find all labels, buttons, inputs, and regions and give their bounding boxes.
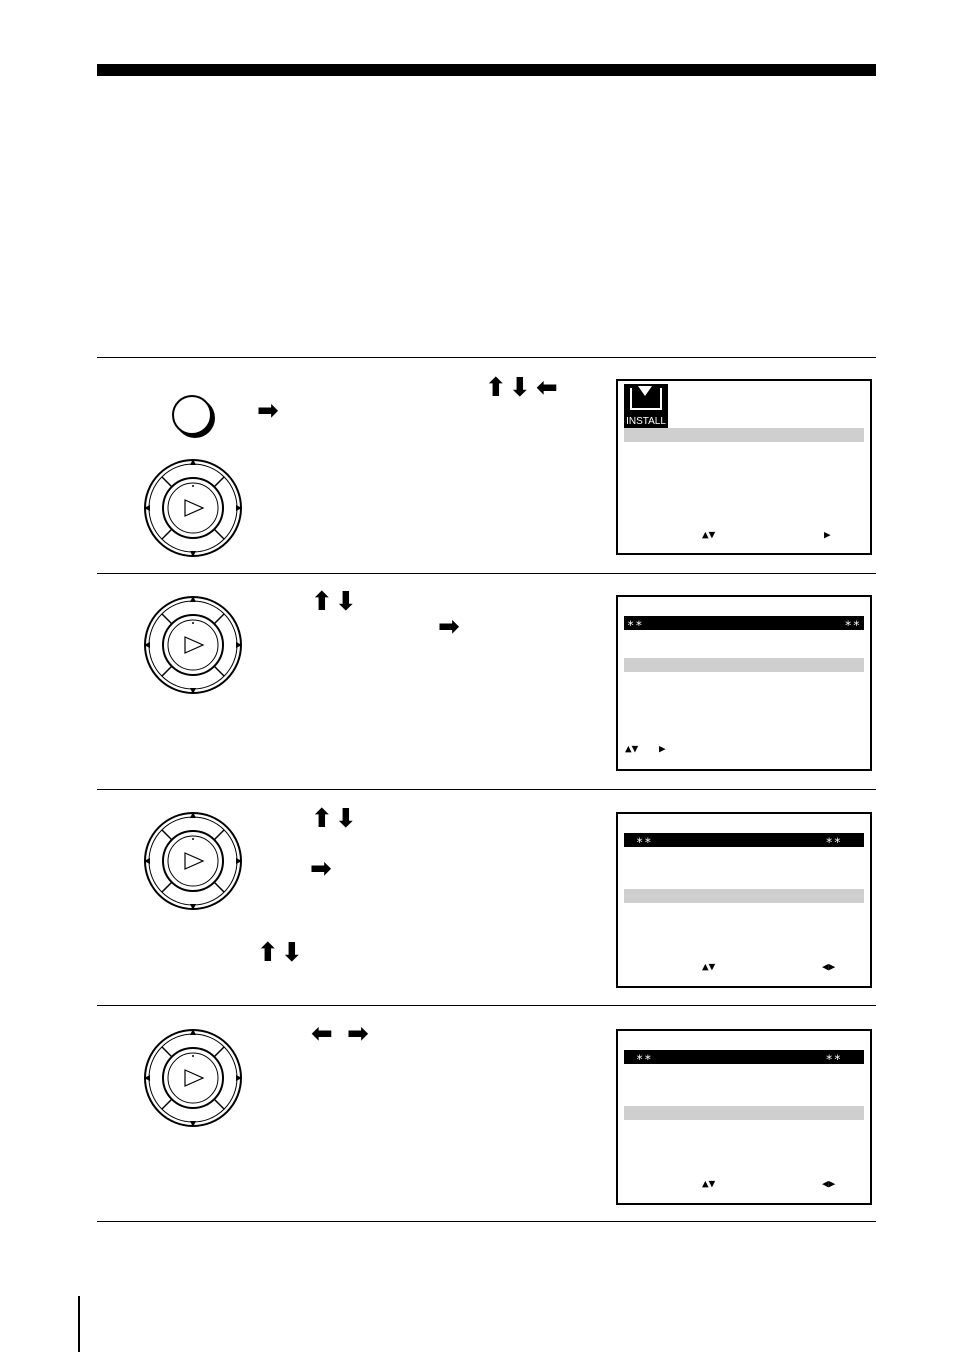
menu-selection-bar <box>624 1106 864 1120</box>
menu-selection-bar <box>624 658 864 672</box>
right-hint-icon: ▶ <box>824 528 831 541</box>
right-arrow-icon: ➡ <box>347 1019 369 1049</box>
right-arrow-icon: ➡ <box>257 396 279 426</box>
margin-marker <box>78 1296 80 1352</box>
down-arrow-icon: ⬇ <box>335 587 357 617</box>
tv-screen-install-menu <box>616 379 872 555</box>
header-bar <box>97 64 876 76</box>
menu-selection-bar <box>624 889 864 903</box>
left-arrow-icon: ⬅ <box>311 1019 333 1049</box>
title-bar: ∗∗ ∗∗ <box>624 833 864 847</box>
updown-hint-icon: ▲▼ <box>702 528 716 541</box>
updown-hint-icon: ▲▼ <box>625 742 639 755</box>
up-arrow-icon: ⬆ <box>311 587 333 617</box>
up-arrow-icon: ⬆ <box>311 804 333 834</box>
down-arrow-icon: ⬇ <box>281 938 303 968</box>
left-arrow-icon: ⬅ <box>536 373 558 403</box>
up-arrow-icon: ⬆ <box>485 373 507 403</box>
up-arrow-icon: ⬆ <box>257 938 279 968</box>
step-divider <box>97 1005 876 1006</box>
remote-dial-icon <box>142 594 244 696</box>
updown-hint-icon: ▲▼ <box>702 1177 716 1190</box>
remote-dial-icon <box>142 457 244 559</box>
menu-button-icon <box>172 395 212 435</box>
step-divider <box>97 1221 876 1222</box>
tv-screen-step-2 <box>616 595 872 771</box>
step-divider <box>97 789 876 790</box>
title-bar: ∗∗ ∗∗ <box>624 1050 864 1064</box>
remote-dial-icon <box>142 1027 244 1129</box>
leftright-hint-icon: ◀▶ <box>822 1177 836 1190</box>
install-icon: INSTALL <box>624 384 668 428</box>
right-arrow-icon: ➡ <box>438 612 460 642</box>
step-divider <box>97 573 876 574</box>
leftright-hint-icon: ◀▶ <box>822 960 836 973</box>
title-bar: ∗∗ ∗∗ <box>624 616 864 630</box>
step-divider <box>97 357 876 358</box>
menu-selection-bar <box>624 428 864 442</box>
updown-hint-icon: ▲▼ <box>702 960 716 973</box>
right-arrow-icon: ➡ <box>310 854 332 884</box>
down-arrow-icon: ⬇ <box>509 373 531 403</box>
tv-screen-step-4 <box>616 1029 872 1205</box>
right-hint-icon: ▶ <box>659 742 666 755</box>
tv-screen-step-3 <box>616 812 872 988</box>
down-arrow-icon: ⬇ <box>335 804 357 834</box>
remote-dial-icon <box>142 810 244 912</box>
